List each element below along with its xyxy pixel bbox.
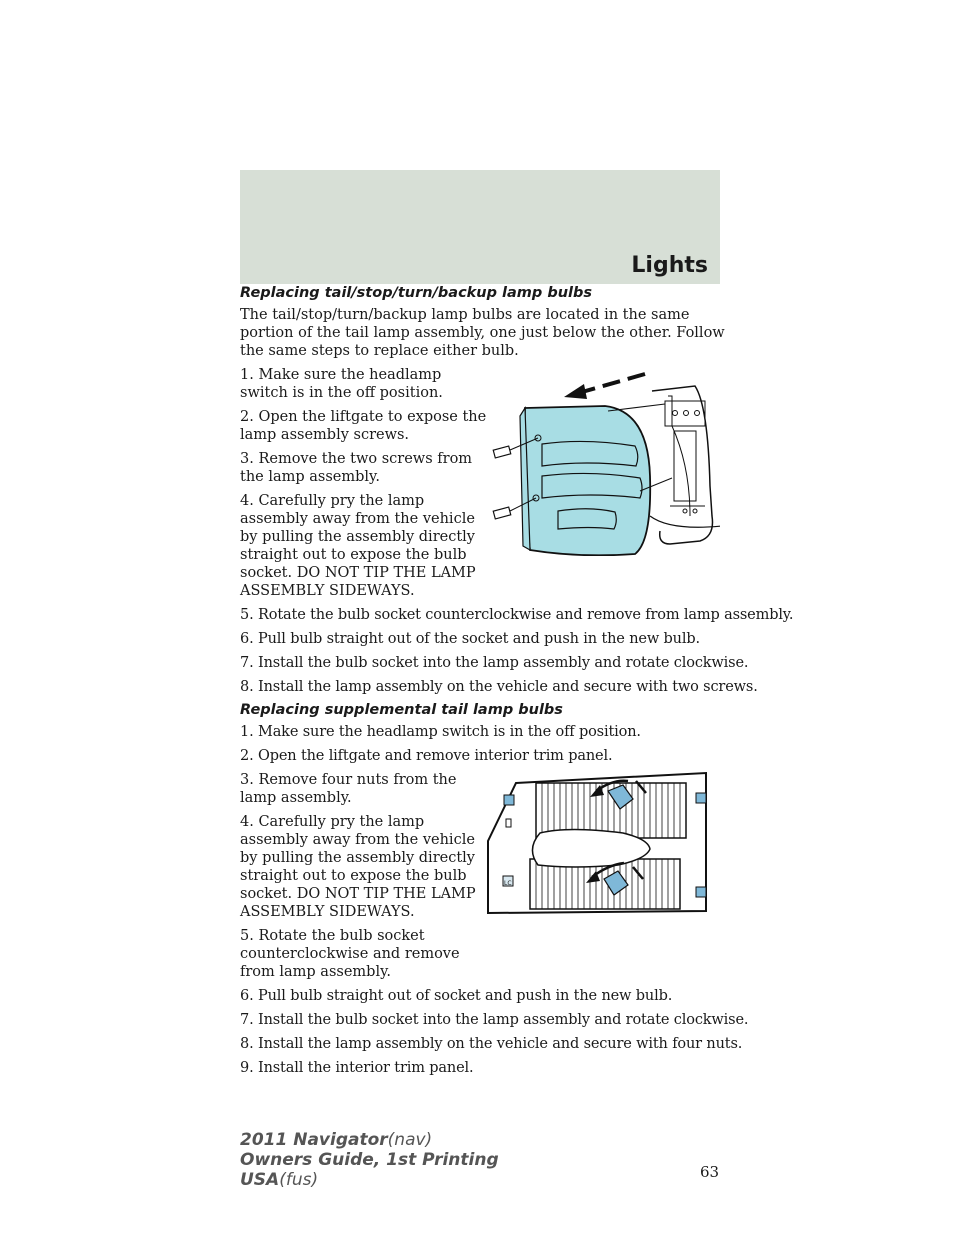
step-7: 7. Install the bulb socket into the lamp assembly and rotate clockwise. (240, 655, 749, 671)
supp-step-9: 9. Install the interior trim panel. (240, 1060, 474, 1076)
supp-step-1: 1. Make sure the headlamp switch is in the off position. (240, 724, 641, 740)
supp-step-5: 5. Rotate the bulb socket counterclockwise and remove from lamp assembly. (240, 928, 460, 980)
footer-region-code: (fus) (279, 1170, 319, 1190)
step-1: 1. Make sure the headlamp switch is in the off position. (240, 367, 443, 401)
footer-guide: Owners Guide, 1st Printing (240, 1150, 499, 1170)
section-title: Lights (631, 253, 708, 278)
section-header-band (240, 170, 720, 284)
step-2: 2. Open the liftgate to expose the lamp assembly screws. (240, 409, 487, 443)
step-3: 3. Remove the two screws from the lamp assembly. (240, 451, 473, 485)
supp-step-7: 7. Install the bulb socket into the lamp assembly and rotate clockwise. (240, 1012, 749, 1028)
page-number: 63 (700, 1163, 720, 1181)
step-6: 6. Pull bulb straight out of the socket and push in the new bulb. (240, 631, 700, 647)
svg-text:LC: LC (504, 880, 512, 887)
footer-imprint (240, 1130, 499, 1190)
supp-step-4: 4. Carefully pry the lamp assembly away from the vehicle by pulling the assembly directly straight out to expose the bulb socket. DO NOT TIP THE LAMP ASSEMBLY SIDEWAYS. (240, 814, 476, 920)
footer-region: USA (240, 1170, 280, 1190)
footer-model: 2011 Navigator (240, 1130, 388, 1150)
supp-step-3: 3. Remove four nuts from the lamp assembly. (240, 772, 457, 806)
tail-lamp-illustration (490, 366, 720, 556)
supplemental-lamp-illustration (478, 771, 710, 921)
supp-step-6: 6. Pull bulb straight out of socket and push in the new bulb. (240, 988, 673, 1004)
intro-paragraph: The tail/stop/turn/backup lamp bulbs are located in the same portion of the tail lamp assembly, one just below the other. Follow the same steps to replace either bulb. (240, 307, 725, 359)
supp-step-8: 8. Install the lamp assembly on the vehicle and secure with four nuts. (240, 1036, 743, 1052)
step-8: 8. Install the lamp assembly on the vehicle and secure with two screws. (240, 679, 758, 695)
supplemental-steps-with-figure (240, 771, 725, 987)
section-heading-supplemental: Replacing supplemental tail lamp bulbs (240, 702, 563, 718)
step-4: 4. Carefully pry the lamp assembly away from the vehicle by pulling the assembly directly straight out to expose the bulb socket. DO NOT TIP THE LAMP ASSEMBLY SIDEWAYS. (240, 493, 476, 599)
section-heading-tail-lamp: Replacing tail/stop/turn/backup lamp bulbs (240, 285, 593, 301)
page-content (240, 285, 794, 1083)
step-5: 5. Rotate the bulb socket counterclockwise and remove from lamp assembly. (240, 607, 794, 623)
footer-model-code: (nav) (387, 1130, 433, 1150)
supp-step-2: 2. Open the liftgate and remove interior trim panel. (240, 748, 613, 764)
tail-lamp-steps-with-figure (240, 366, 725, 606)
